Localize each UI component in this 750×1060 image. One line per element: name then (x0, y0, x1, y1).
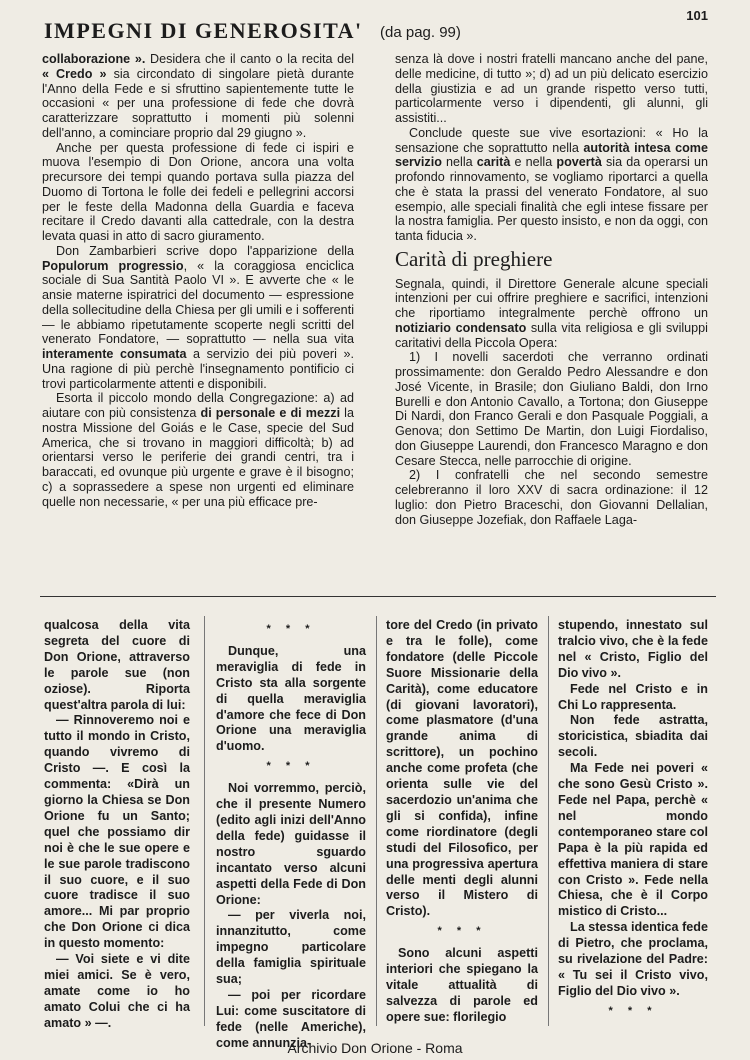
section-heading: Carità di preghiere (395, 246, 553, 271)
text-run: Anche per questa professione di fede ci ispiri e muova l'esempio di Don Orione, ancora una volta precursore dei tempi quando portava sulla piazza del Duomo di Tortona le folle dei fedeli e pellegrini accorsi per le feste della Madonna della Guardia e faceva recitare il Credo davanti alla cattedrale, con la destra levata quasi in atto di sacro giuramento. (42, 140, 354, 243)
text-run: senza là dove i nostri fratelli mancano anche del pane, delle medicine, di tutto »; d) ad un più delicato esercizio della giustizia e ad un grande rispetto verso tutti, particolarmente verso i dipendenti, gli alunni, gli assistiti... (395, 52, 708, 125)
lower-column-1 (44, 618, 190, 1032)
column-paragraph: Ma Fede nei poveri « che sono Gesù Cristo ». Fede nel Papa, perchè « nel mondo contemporaneo stare col Papa è la più rapida ed effettiva maniera di stare con Cristo ». Fede nella Chiesa, che è il Corpo mistico di Cristo... (558, 761, 708, 919)
bold-text: di personale e di mezzi (200, 406, 341, 420)
column-paragraph: — Voi siete e vi dite miei amici. Se è vero, amate come io ho amato Colui che ci ha amato » —. (44, 952, 190, 1030)
column-paragraph: tore del Credo (in privato e tra le folle), come fondatore (delle Piccole Suore Missionarie della Carità), come educatore (di giovani lavoratori), come plasmatore (d'una grande anima di scrittore), un pochino anche come profeta (che orienta sulle vie del sacerdozio un'anima che gli si confida), infine come riordinatore (degli studi del Filosofico, per una progressiva apertura delle menti degli alunni verso il Mistero di Cristo). (386, 618, 538, 919)
text-run: Conclude queste sue vive esortazioni: « Ho la sensazione che soprattutto nella (395, 125, 708, 155)
text-run: la nostra Missione del Goiás e le Case, specie del Sud America, che si trovano in maggiori difficoltà; b) ad orientarsi verso le periferie dei grandi centri, tra i baraccati, ed ovunque più urgente e grave è il bisogno; c) a soprassedere a spese non urgenti ed eliminare quelle non necessarie, « per una più efficace pre- (42, 406, 354, 509)
column-paragraph: Dunque, una meraviglia di fede in Cristo sta alla sorgente di quella meraviglia d'amore che fece di Don Orione una meraviglia d'uomo. (216, 643, 366, 754)
article-paragraph (42, 141, 354, 244)
text-run: 2) I confratelli che nel secondo semestre celebreranno il loro XXV di sacra ordinazione: il 12 luglio: don Pietro Braceschi, don Giovanni Dellalian, don Giuseppe Jozefiak, don Raffaele Laga- (395, 468, 708, 527)
text-run: sia da operarsi un profondo rinnovamento, se vogliamo riportarci a quella che è stata la prassi del venerato Fondatore, al suo esempio, alle speciali finalità che egli intese fissare per la nostra famiglia. Per questo insisto, e non da oggi, con tanta fiducia ». (395, 155, 708, 243)
column-paragraph: Non fede astratta, storicistica, sbiadita dai secoli. (558, 713, 708, 760)
text-run: Esorta il piccolo mondo della Congregazione: a) ad aiutare con più consistenza (42, 391, 354, 420)
lower-column-2 (216, 618, 366, 1052)
article-paragraph (395, 277, 708, 351)
text-run: Desidera che il canto o la recita del (145, 52, 354, 66)
text-run: , « la coraggiosa enciclica sociale di Sua Santità Paolo VI ». E avverte che « le ansie materne ispiratrici del documento — espressione della sollecitudine della Chiesa per gli umili e i sofferenti — le abbiamo ripetutamente scoperte negli scritti del venerato Fondatore, — soprattutto — nella sua vita (42, 258, 354, 347)
column-paragraph: Noi vorremmo, perciò, che il presente Numero (edito agli inizi dell'Anno della fede) guidasse il nostro sguardo incantato verso alcuni aspetti della Fede di Don Orione: (216, 781, 366, 907)
text-run: Don Zambarbieri scrive dopo l'apparizione della (56, 243, 354, 258)
archive-footer: Archivio Don Orione - Roma (287, 1040, 463, 1056)
column-paragraph: Fede nel Cristo e in Chi Lo rappresenta. (558, 681, 708, 712)
bold-text: « Credo » (42, 66, 107, 81)
column-rule (204, 616, 205, 1026)
right-column (395, 52, 708, 527)
bold-text: carità (476, 155, 511, 170)
text-run: a servizio dei più poveri ». Una ragione di più perchè l'insegnamento pontificio ci trovi particolarmente attenti e disponibili. (42, 347, 354, 391)
bold-text: interamente consumata (42, 347, 187, 361)
lower-column-3 (386, 618, 538, 1026)
bold-text: povertà (556, 155, 602, 170)
header-title: IMPEGNI DI GENEROSITA' (44, 18, 363, 43)
article-paragraph (42, 391, 354, 509)
lower-column-4 (558, 618, 708, 1026)
text-run: Segnala, quindi, il Direttore Generale alcune speciali intenzioni per cui offrire preghiere e sacrifici, intenzioni che riportiamo integralmente perchè offrono un (395, 276, 708, 320)
article-paragraph (395, 52, 708, 126)
left-column (42, 52, 354, 509)
star-separator: * * * (266, 760, 316, 773)
column-paragraph: Sono alcuni aspetti interiori che spiegano la vitale attualità di salvezza di parole ed opere sue: florilegio (386, 946, 538, 1024)
bold-text: notiziario condensato (395, 320, 527, 335)
text-run: e nella (510, 155, 557, 170)
bold-text: autorità intesa come servizio (395, 140, 708, 170)
section-divider (40, 596, 716, 597)
column-rule (548, 616, 549, 1026)
article-paragraph (395, 126, 708, 244)
star-separator: * * * (437, 925, 487, 938)
article-paragraph (42, 52, 354, 141)
column-paragraph: — per viverla noi, innanzitutto, come impegno particolare della famiglia spirituale sua; (216, 908, 366, 987)
text-run: 1) I novelli sacerdoti che verranno ordinati prossimamente: don Geraldo Pedro Alessandre e don José Vicente, in Brasile; don Giuliano Baldi, don Irno Burelli e don Antonio Cavallo, a Tortona; don Giuseppe Di Nardi, don Franco Gerali e don Pasquale Poggiali, a Genova; don Settimo De Martin, don Luigi Fiordaliso, don Giuseppe Laurendi, don Francesco Maragno e don Cesare Stecca, nelle parrocchie di origine. (395, 350, 708, 468)
page-number: 101 (686, 8, 708, 23)
column-paragraph: — Rinnoveremo noi e tutto il mondo in Cristo, quando vivremo di Cristo —. E così la commenta: «Dirà un giorno la Chiesa se Don Orione fu un Santo; quel che possiamo dir noi è che le sue opere e le sue parole tradiscono il suo cuore, e il suo cuore tradisce il suo amore... Mi par proprio che Don Orione ci dica in questo momento: (44, 713, 190, 951)
article-paragraph (395, 468, 708, 527)
star-separator: * * * (608, 1004, 658, 1017)
column-paragraph: qualcosa della vita segreta del cuore di Don Orione, attraverso le parole sue (non oziose). Riporta quest'altra parola di lui: (44, 618, 190, 712)
text-run: sulla vita religiosa e gli sviluppi caritativi della Piccola Opera: (395, 320, 708, 350)
article-paragraph (42, 244, 354, 392)
article-paragraph (395, 350, 708, 468)
column-rule (376, 616, 377, 1026)
text-run: nella (441, 155, 477, 170)
bold-text: collaborazione ». (42, 52, 146, 66)
column-paragraph: — poi per ricordare Lui: come suscitatore di fede (nelle Americhe), come annunzia- (216, 987, 366, 1050)
column-paragraph: stupendo, innestato sul tralcio vivo, che è la fede nel « Cristo, Figlio del Dio vivo ». (558, 618, 708, 680)
text-run: sia circondato di singolare pietà durante l'Anno della Fede e si sfruttino sapientemente tutte le occasioni « per una professione di fede che dovrà caratterizzare soprattutto i momenti più solenni dell'anno, a cominciare proprio dal 29 giugno ». (42, 66, 354, 140)
column-paragraph: La stessa identica fede di Pietro, che proclama, su rivelazione del Padre: « Tu sei il Cristo vivo, Figlio del Dio vivo ». (558, 920, 708, 998)
star-separator: * * * (266, 623, 316, 635)
bold-text: Populorum progressio (42, 258, 184, 273)
header-page-reference: (da pag. 99) (380, 24, 461, 41)
